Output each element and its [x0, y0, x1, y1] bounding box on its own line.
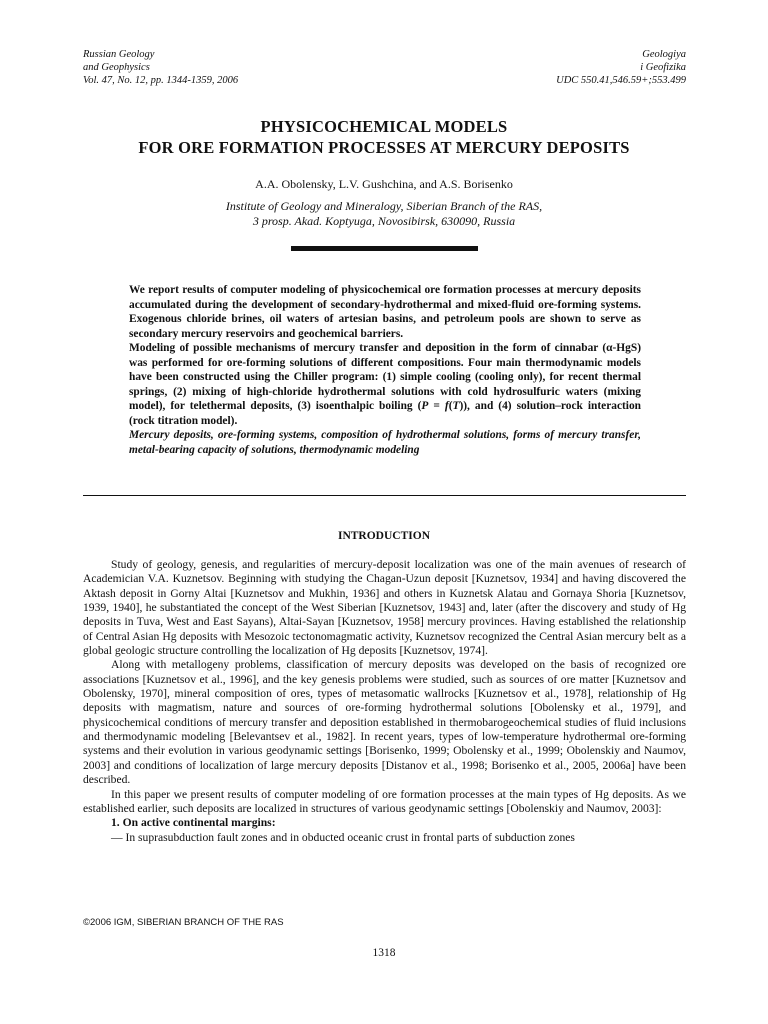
- abstract: [129, 283, 641, 457]
- abstract-paragraph-1: We report results of computer modeling of physicochemical ore formation processes at mercury deposits accumulated during the development of secondary-hydrothermal and mixed-fluid ore-forming systems. Exogenous chloride brines, oil waters of artesian basins, and petroleum pools are shown to serve as secondary mercury reservoirs and geochemical barriers.: [129, 284, 641, 340]
- abstract-separator-rule: [83, 495, 686, 496]
- copyright-notice: ©2006 IGM, SIBERIAN BRANCH OF THE RAS: [83, 917, 284, 928]
- abstract-p2-text-a: Modeling of possible mechanisms of mercury transfer and deposition in the form of cinnabar (α-HgS) was performed for ore-forming solutions of different compositions. Four main thermodynamic models have been constructed using the Chiller program: (1) simple cooling (cooling only), for recent thermal springs, (2) mixing of high-chloride hydrothermal solutions with cold hydrosulfuric waters (mixing model), for telethermal deposits, (3) isoenthalpic boiling (: [129, 342, 641, 412]
- abstract-p2-var-t: T: [452, 400, 460, 412]
- journal-name-line1: Russian Geology: [83, 49, 155, 60]
- page-number: 1318: [372, 947, 396, 959]
- abstract-p2-paren: (: [448, 400, 453, 412]
- intro-paragraph-4: — In suprasubduction fault zones and in obducted oceanic crust in frontal parts of subduction zones: [111, 830, 575, 844]
- journal-original-name-line1: Geologiya: [642, 49, 686, 60]
- intro-paragraph-2: Along with metallogeny problems, classification of mercury deposits was developed on the basis of recognized ore associations [Kuznetsov et al., 1996], and the key genesis problems were studied, such as sources of ore matter [Kuznetsov and Obolensky, 1970], mineral composition of ores, types of metasomatic wallrocks [Kuznetsov et al., 1978], relationship of Hg deposits with magmatism, nature and sources of ore-forming hydrothermal solutions [Obolensky et al., 1979], and physicochemical conditions of mercury transfer and deposition established in thermobarogeochemical studies of fluid inclusions and thermodynamic modeling [Belevantsev et al., 1982]. In recent years, types of low-temperature hydrothermal ore-forming systems and their evolution in various geodynamic settings [Borisenko, 1999; Obolensky et al., 1999; Obolenskiy and Naumov, 2003] and conditions of localization of large mercury deposits [Distanov et al., 1998; Borisenko et al., 2005, 2006a] have been described.: [83, 658, 686, 787]
- introduction-body: [83, 558, 686, 845]
- journal-original-name-line2: i Geofizika: [640, 62, 686, 73]
- intro-paragraph-3: In this paper we present results of computer modeling of ore formation processes at the main types of Hg deposits. As we established earlier, such deposits are localized in structures of various geodynamic settings [Obolenskiy and Naumov, 2003]:: [83, 787, 686, 815]
- abstract-p2-text-b: )), and (4) solution–rock interaction (rock titration model).: [129, 400, 641, 427]
- title-separator-rule: [291, 246, 478, 251]
- journal-name-line2: and Geophysics: [83, 62, 150, 73]
- affiliation-line1: Institute of Geology and Mineralogy, Siberian Branch of the RAS,: [225, 199, 543, 213]
- affiliation-line2: 3 prosp. Akad. Koptyuga, Novosibirsk, 630090, Russia: [252, 214, 516, 228]
- keywords: Mercury deposits, ore-forming systems, composition of hydrothermal solutions, forms of mercury transfer, metal-bearing capacity of solutions, thermodynamic modeling: [129, 429, 641, 456]
- intro-subheading-1: 1. On active continental margins:: [111, 816, 276, 830]
- journal-header-right: [556, 48, 686, 87]
- udc-code: UDC 550.41,546.59+;553.499: [556, 75, 686, 86]
- journal-header-left: [83, 48, 238, 87]
- affiliation: [0, 199, 768, 229]
- abstract-p2-var-p: P: [421, 400, 429, 412]
- intro-paragraph-1: Study of geology, genesis, and regularities of mercury-deposit localization was one of the main avenues of research of Academician V.A. Kuznetsov. Beginning with studying the Chagan-Uzun deposit [Kuznetsov, 1934] and having discovered the Aktash deposit in Gorny Altai [Kuznetsov and Mukhin, 1936] and others in Kuznetsk Alatau and Gornaya Shoria [Kuznetsov, 1939, 1940], he substantiated the concept of the West Siberian [Kuznetsov, 1943] and, later (after the discovery and study of Hg deposits in Tuva, West and East Sayans), Altai-Sayan [Kuznetsov, 1958] mercury provinces. Having established the relationship of Central Asian Hg deposits with Mesozoic tectonomagmatic activity, Kuznetsov recognized the Central Asian mercury belt as a global geologic structure controlling the localization of Hg deposits [Kuznetsov, 1974].: [83, 558, 686, 658]
- abstract-paragraph-2: [129, 341, 641, 428]
- paper-title-line2: FOR ORE FORMATION PROCESSES AT MERCURY DEPOSITS: [138, 138, 630, 157]
- abstract-p2-equals: =: [428, 400, 445, 412]
- authors: A.A. Obolensky, L.V. Gushchina, and A.S. Borisenko: [255, 177, 513, 191]
- paper-title: [0, 116, 768, 158]
- journal-volume: Vol. 47, No. 12, pp. 1344-1359, 2006: [83, 75, 239, 86]
- abstract-p2-func-f: f: [444, 400, 449, 412]
- paper-title-line1: PHYSICOCHEMICAL MODELS: [260, 117, 508, 136]
- section-heading-introduction: INTRODUCTION: [337, 530, 430, 542]
